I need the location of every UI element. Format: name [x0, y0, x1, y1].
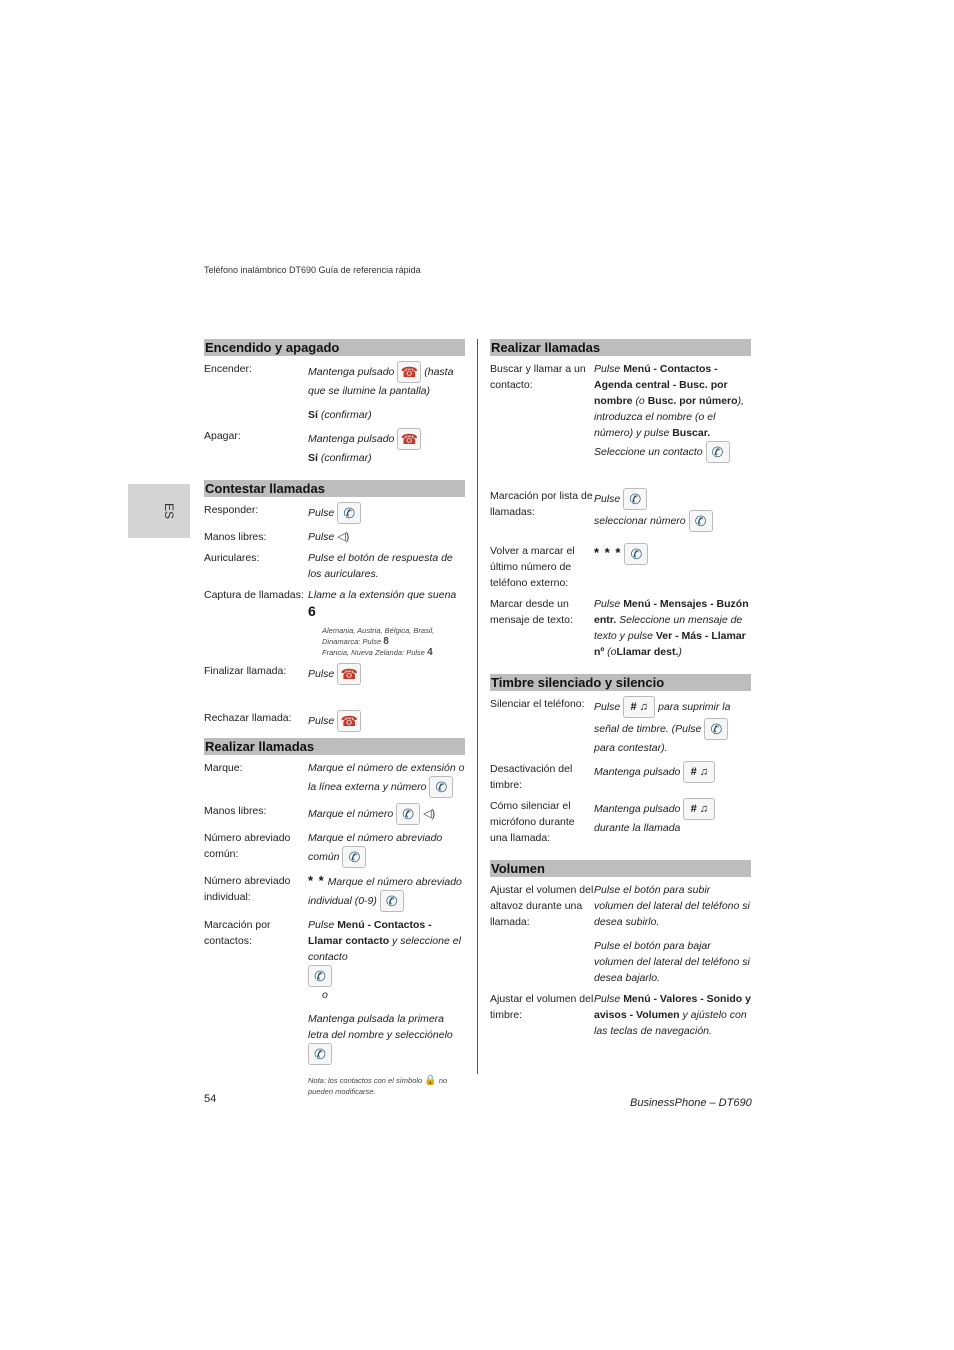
row-headset: Auriculares: Pulse el botón de respuesta de los auriculares. — [204, 552, 453, 580]
row-power-off — [204, 428, 465, 466]
row-dial: Marque: Marque el número de extensión o la línea externa y número ✆ — [204, 760, 465, 798]
right-column — [490, 339, 751, 1039]
section-title-answer: Contestar llamadas — [204, 480, 465, 497]
call-key-icon: ✆ — [704, 718, 728, 740]
end-power-key-icon: ☎ — [397, 428, 421, 450]
end-power-key-icon: ☎ — [337, 663, 361, 685]
row-common-speed-dial: Número abreviado común: Marque el número abreviado común ✆ — [204, 830, 465, 868]
call-key-icon: ✆ — [623, 488, 647, 510]
row-search-contact: Buscar y llamar a un contacto: Pulse Menú - Contactos - Agenda central - Busc. por nombre (o Busc. por número), introduzca el nombre (o el número) y pulse Buscar. Seleccione un contacto ✆ — [490, 361, 751, 483]
row-message-dial: Marcar desde un mensaje de texto: Pulse Menú - Mensajes - Buzón entr. Seleccione un mensaje de texto y pulse Ver - Más - Llamar nº (oLlamar dest.) — [490, 598, 749, 658]
language-tab — [128, 484, 190, 538]
column-divider — [477, 339, 478, 1074]
row-answer: Responder: Pulse ✆ — [204, 502, 465, 524]
row-end-call: Finalizar llamada: Pulse ☎ — [204, 663, 465, 705]
row-ring-volume: Ajustar el volumen del timbre: Pulse Menú - Valores - Sonido y avisos - Volumen y ajústelo con las teclas de navegación. — [490, 993, 751, 1037]
section-title-volume: Volumen — [490, 860, 751, 877]
left-column — [204, 339, 465, 1097]
row-mic-mute: Cómo silenciar el micrófono durante una llamada: Mantenga pulsado # ♫ durante la llamada — [490, 798, 751, 846]
call-key-icon: ✆ — [308, 965, 332, 987]
hash-mute-key-icon: # ♫ — [683, 761, 715, 783]
language-tab-label: ES — [162, 502, 177, 520]
call-key-icon: ✆ — [429, 776, 453, 798]
row-power-on — [204, 361, 465, 423]
row-speaker-volume: Ajustar el volumen del altavoz durante una llamada: Pulse el botón para subir volumen del lateral del teléfono si desea subirlo. Pulse el botón para bajar volumen del lateral del teléfono si desea bajarlo. — [490, 884, 750, 984]
row-contacts-dial: Marcación por contactos: Pulse Menú - Contactos - Llamar contacto y seleccione el contacto ✆ o Mantenga pulsada la primera letra del nombre y selecciónelo ✆ Nota: los contactos con el símbolo 🔒 no pueden modificarse. — [204, 919, 461, 1096]
footer-product: BusinessPhone – DT690 — [630, 1097, 752, 1109]
row-ring-off: Desactivación del timbre: Mantenga pulsado # ♫ — [490, 761, 751, 793]
hash-mute-key-icon: # ♫ — [623, 696, 655, 718]
call-key-icon: ✆ — [308, 1043, 332, 1065]
row-pickup: Captura de llamadas: Llame a la extensión que suena 6 Alemania, Austria, Bélgica, Brasil, Dinamarca: Pulse 8 Francia, Nueva Zelanda: Pulse 4 — [204, 589, 457, 658]
row-reject: Rechazar llamada: Pulse ☎ — [204, 710, 465, 732]
row-mute-phone: Silenciar el teléfono: Pulse # ♫ para suprimir la señal de timbre. (Pulse ✆ para contestar). — [490, 698, 731, 754]
hash-mute-key-icon: # ♫ — [683, 798, 715, 820]
row-handsfree: Manos libres: Pulse ◁) — [204, 531, 350, 543]
call-key-icon: ✆ — [380, 890, 404, 912]
call-key-icon: ✆ — [337, 502, 361, 524]
section-title-power: Encendido y apagado — [204, 339, 465, 356]
section-title-silent: Timbre silenciado y silencio — [490, 674, 751, 691]
section-title-make-calls: Realizar llamadas — [204, 738, 465, 755]
row-individual-speed-dial: Número abreviado individual: * * Marque el número abreviado individual (0-9) ✆ — [204, 873, 465, 912]
call-key-icon: ✆ — [396, 803, 420, 825]
row-label: Encender: — [204, 363, 252, 375]
row-call-list: Marcación por lista de llamadas: Pulse ✆ seleccionar número ✆ — [490, 488, 751, 538]
speaker-icon: ◁) — [423, 807, 436, 820]
row-dial-handsfree: Manos libres: Marque el número ✆ ◁) — [204, 803, 465, 825]
page-header: Teléfono inalámbrico DT690 Guía de referencia rápida — [204, 265, 421, 275]
speaker-icon: ◁) — [337, 531, 350, 543]
end-power-key-icon: ☎ — [337, 710, 361, 732]
end-power-key-icon: ☎ — [397, 361, 421, 383]
lock-icon: 🔒 — [424, 1075, 437, 1086]
row-value: Mantenga pulsado ☎ (hasta que se ilumine la pantalla) Sí (confirmar) — [308, 361, 465, 423]
row-label: Apagar: — [204, 430, 241, 442]
call-key-icon: ✆ — [706, 441, 730, 463]
section-title-make-calls-2: Realizar llamadas — [490, 339, 751, 356]
call-key-icon: ✆ — [689, 510, 713, 532]
page-number: 54 — [204, 1093, 217, 1105]
call-key-icon: ✆ — [342, 846, 366, 868]
row-value: Mantenga pulsado ☎ Sí (confirmar) — [308, 428, 465, 466]
call-key-icon: ✆ — [624, 543, 648, 565]
row-redial: Volver a marcar el último número de teléfono externo: * * * ✆ — [490, 543, 751, 591]
